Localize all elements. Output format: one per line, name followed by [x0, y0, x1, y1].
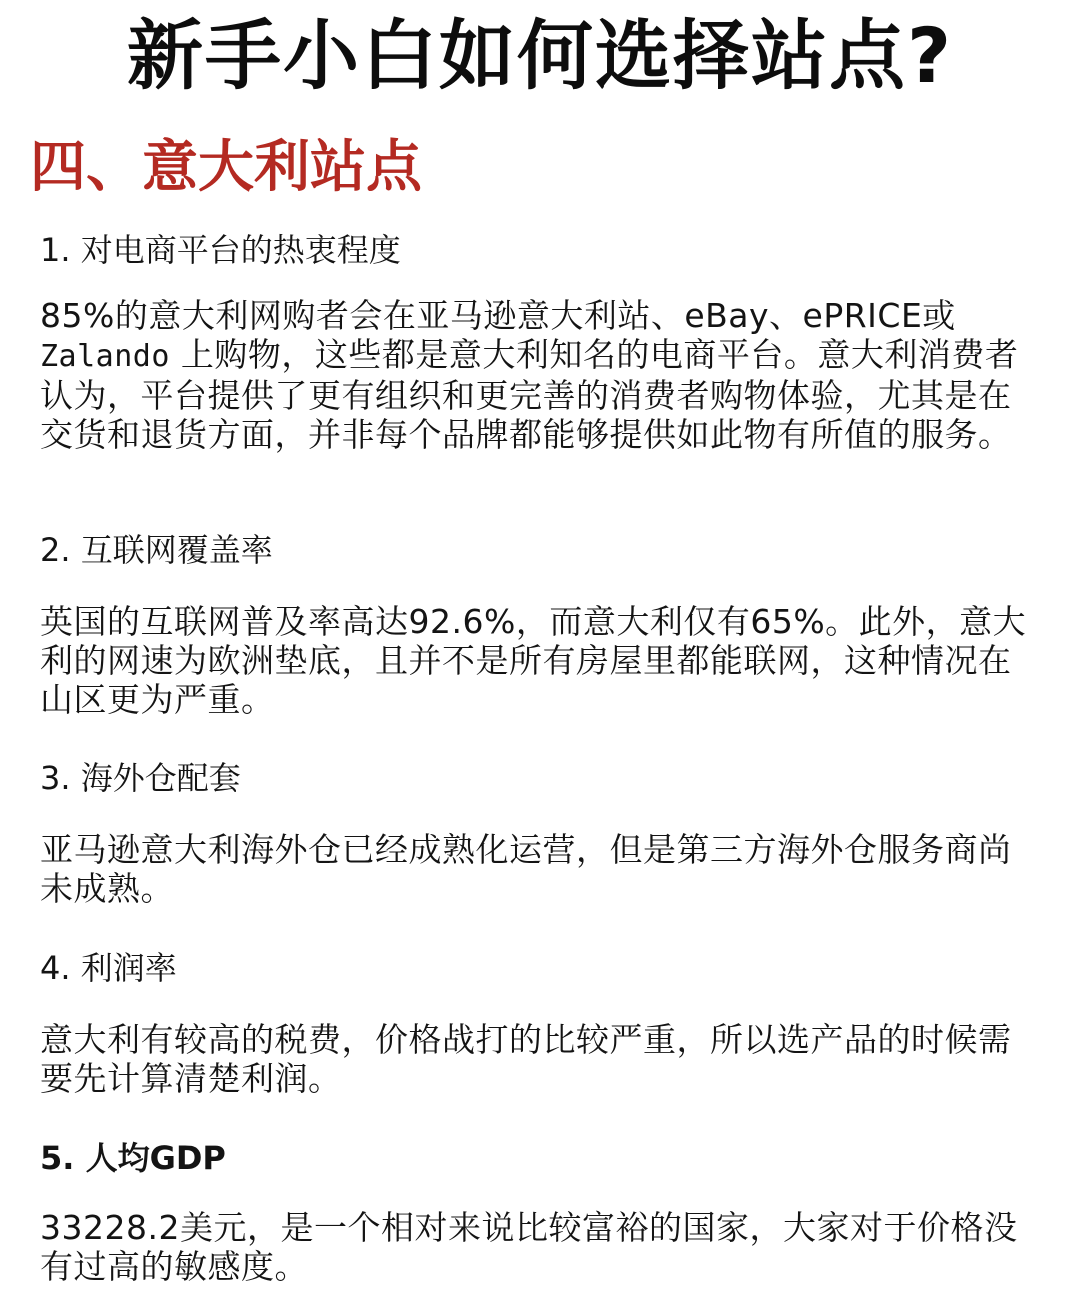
page-title: 新手小白如何选择站点? [126, 11, 954, 100]
item-heading-2: 2. 互联网覆盖率 [40, 531, 273, 569]
item-body-1-suffix: 上购物，这些都是意大利知名的电商平台。意大利消费者认为，平台提供了更有组织和更完善的消费者购物体验，尤其是在交货和退货方面，并非每个品牌都能够提供如此物有所值的服务。 [40, 335, 1019, 454]
item-heading-5: 5. 人均GDP [40, 1139, 226, 1177]
section-title: 四、意大利站点 [30, 135, 422, 200]
item-heading-4: 4. 利润率 [40, 949, 177, 987]
item-heading-3: 3. 海外仓配套 [40, 759, 241, 797]
item-body-1-prefix: 85%的意大利网购者会在亚马逊意大利站、eBay、ePRICE或 [40, 296, 956, 335]
item-body-4: 意大利有较高的税费，价格战打的比较严重，所以选产品的时候需要先计算清楚利润。 [40, 1020, 1012, 1098]
item-body-3: 亚马逊意大利海外仓已经成熟化运营，但是第三方海外仓服务商尚未成熟。 [40, 830, 1012, 908]
item-body-5: 33228.2美元，是一个相对来说比较富裕的国家，大家对于价格没有过高的敏感度。 [40, 1208, 1018, 1286]
item-body-1 [40, 296, 1040, 454]
item-body-1-brand: Zalando [40, 339, 170, 374]
item-body-2: 英国的互联网普及率高达92.6%，而意大利仅有65%。此外，意大利的网速为欧洲垫底，且并不是所有房屋里都能联网，这种情况在山区更为严重。 [40, 602, 1027, 719]
item-heading-1: 1. 对电商平台的热衷程度 [40, 231, 401, 269]
